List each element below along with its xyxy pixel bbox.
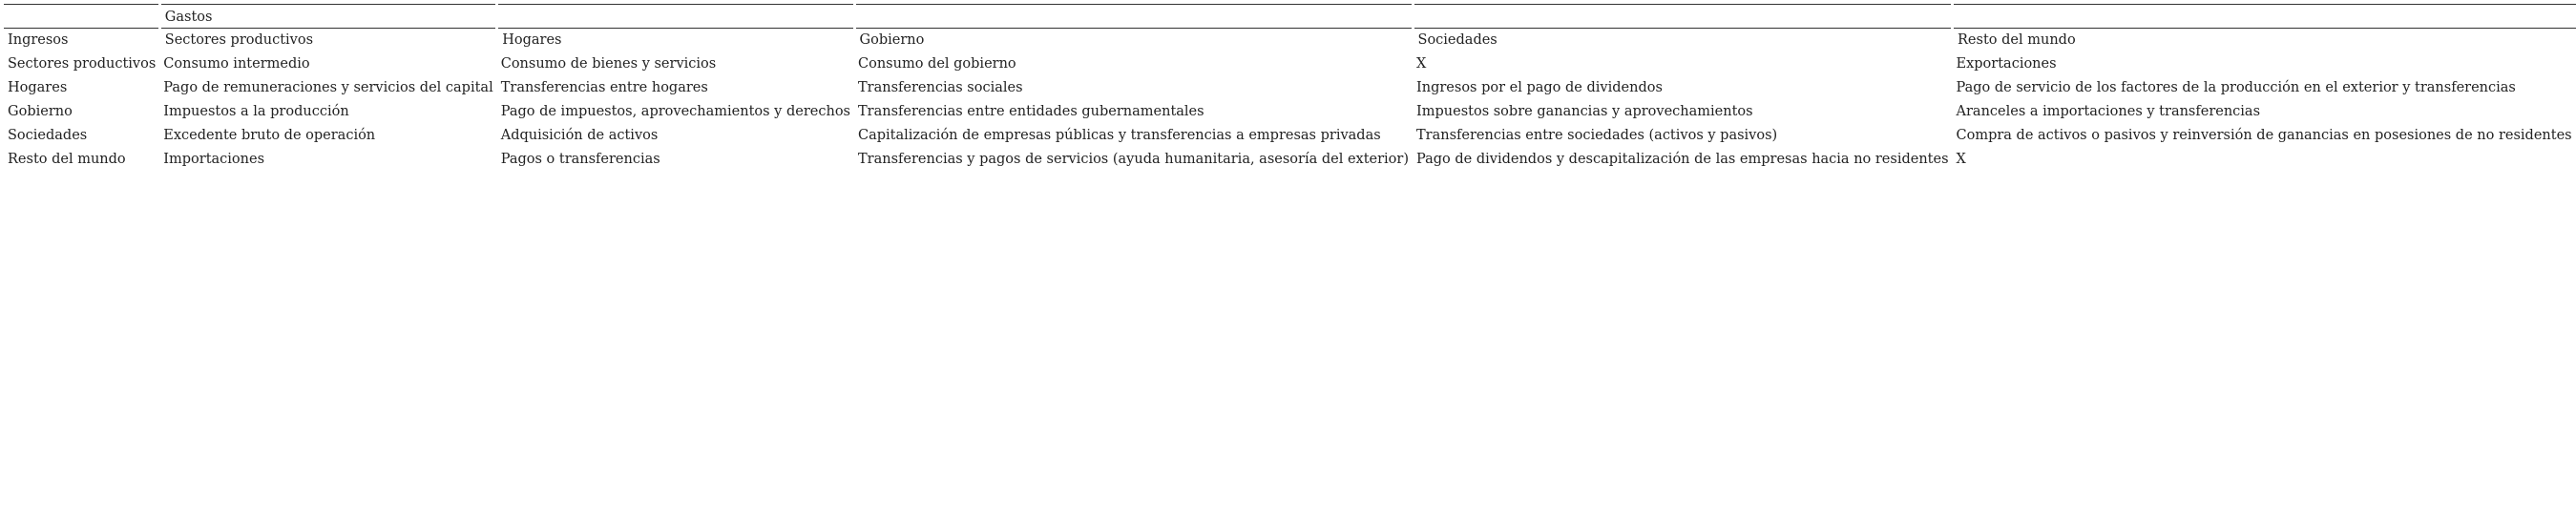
row-label: Sociedades	[8, 128, 88, 143]
row-label: Sectores productivos	[8, 56, 157, 72]
group-header-blank	[1953, 5, 2576, 29]
table-cell: Adquisición de activos	[500, 128, 659, 143]
table-cell: Transferencias sociales	[858, 80, 1023, 95]
table-cell: Transferencias entre sociedades (activos y pasivos)	[1416, 128, 1778, 143]
table-cell: Pago de servicio de los factores de la producción en el exterior y transferencias	[1956, 80, 2516, 95]
table-cell: Transferencias entre hogares	[500, 80, 708, 95]
row-label: Gobierno	[8, 104, 73, 119]
column-header-hogares: Hogares	[497, 29, 854, 53]
column-header-ingresos: Ingresos	[4, 29, 159, 53]
table-row	[4, 100, 2576, 124]
table-cell: Pago de dividendos y descapitalización de las empresas hacia no residentes	[1416, 152, 1949, 167]
table-cell: Capitalización de empresas públicas y transferencias a empresas privadas	[858, 128, 1381, 143]
table-cell: Ingresos por el pago de dividendos	[1416, 80, 1663, 95]
column-header-sectores-productivos: Sectores productivos	[159, 29, 496, 53]
column-header-resto-del-mundo: Resto del mundo	[1953, 29, 2576, 53]
column-header-row	[4, 29, 2576, 53]
table-row	[4, 148, 2576, 172]
group-header-row	[4, 5, 2576, 29]
social-accounting-matrix-table	[4, 4, 2576, 172]
table-cell: Excedente bruto de operación	[163, 128, 376, 143]
row-label: Resto del mundo	[8, 152, 126, 167]
group-header-blank	[1413, 5, 1953, 29]
corner-cell	[4, 5, 159, 29]
table-cell: Pago de remuneraciones y servicios del capital	[163, 80, 493, 95]
table-cell: Consumo del gobierno	[858, 56, 1016, 72]
table-cell: Compra de activos o pasivos y reinversión de ganancias en posesiones de no residentes	[1956, 128, 2572, 143]
column-header-sociedades: Sociedades	[1413, 29, 1953, 53]
table-cell: X	[1956, 152, 1966, 167]
table-cell: Pagos o transferencias	[500, 152, 660, 167]
table-cell: Consumo intermedio	[163, 56, 310, 72]
table-row	[4, 52, 2576, 76]
table-row	[4, 76, 2576, 100]
table-cell: Pago de impuestos, aprovechamientos y derechos	[500, 104, 850, 119]
group-header-blank	[497, 5, 854, 29]
table-cell: Impuestos a la producción	[163, 104, 349, 119]
column-header-gobierno: Gobierno	[854, 29, 1413, 53]
table-row	[4, 124, 2576, 148]
group-header-gastos: Gastos	[159, 5, 496, 29]
table-cell: Importaciones	[163, 152, 265, 167]
table-cell: X	[1416, 56, 1427, 72]
table-cell: Consumo de bienes y servicios	[500, 56, 717, 72]
table-cell: Transferencias entre entidades gubernamentales	[858, 104, 1204, 119]
table-cell: Impuestos sobre ganancias y aprovechamientos	[1416, 104, 1753, 119]
table-cell: Exportaciones	[1956, 56, 2057, 72]
group-header-blank	[854, 5, 1413, 29]
table-cell: Transferencias y pagos de servicios (ayuda humanitaria, asesoría del exterior)	[858, 152, 1410, 167]
table-cell: Aranceles a importaciones y transferencias	[1956, 104, 2261, 119]
row-label: Hogares	[8, 80, 68, 95]
